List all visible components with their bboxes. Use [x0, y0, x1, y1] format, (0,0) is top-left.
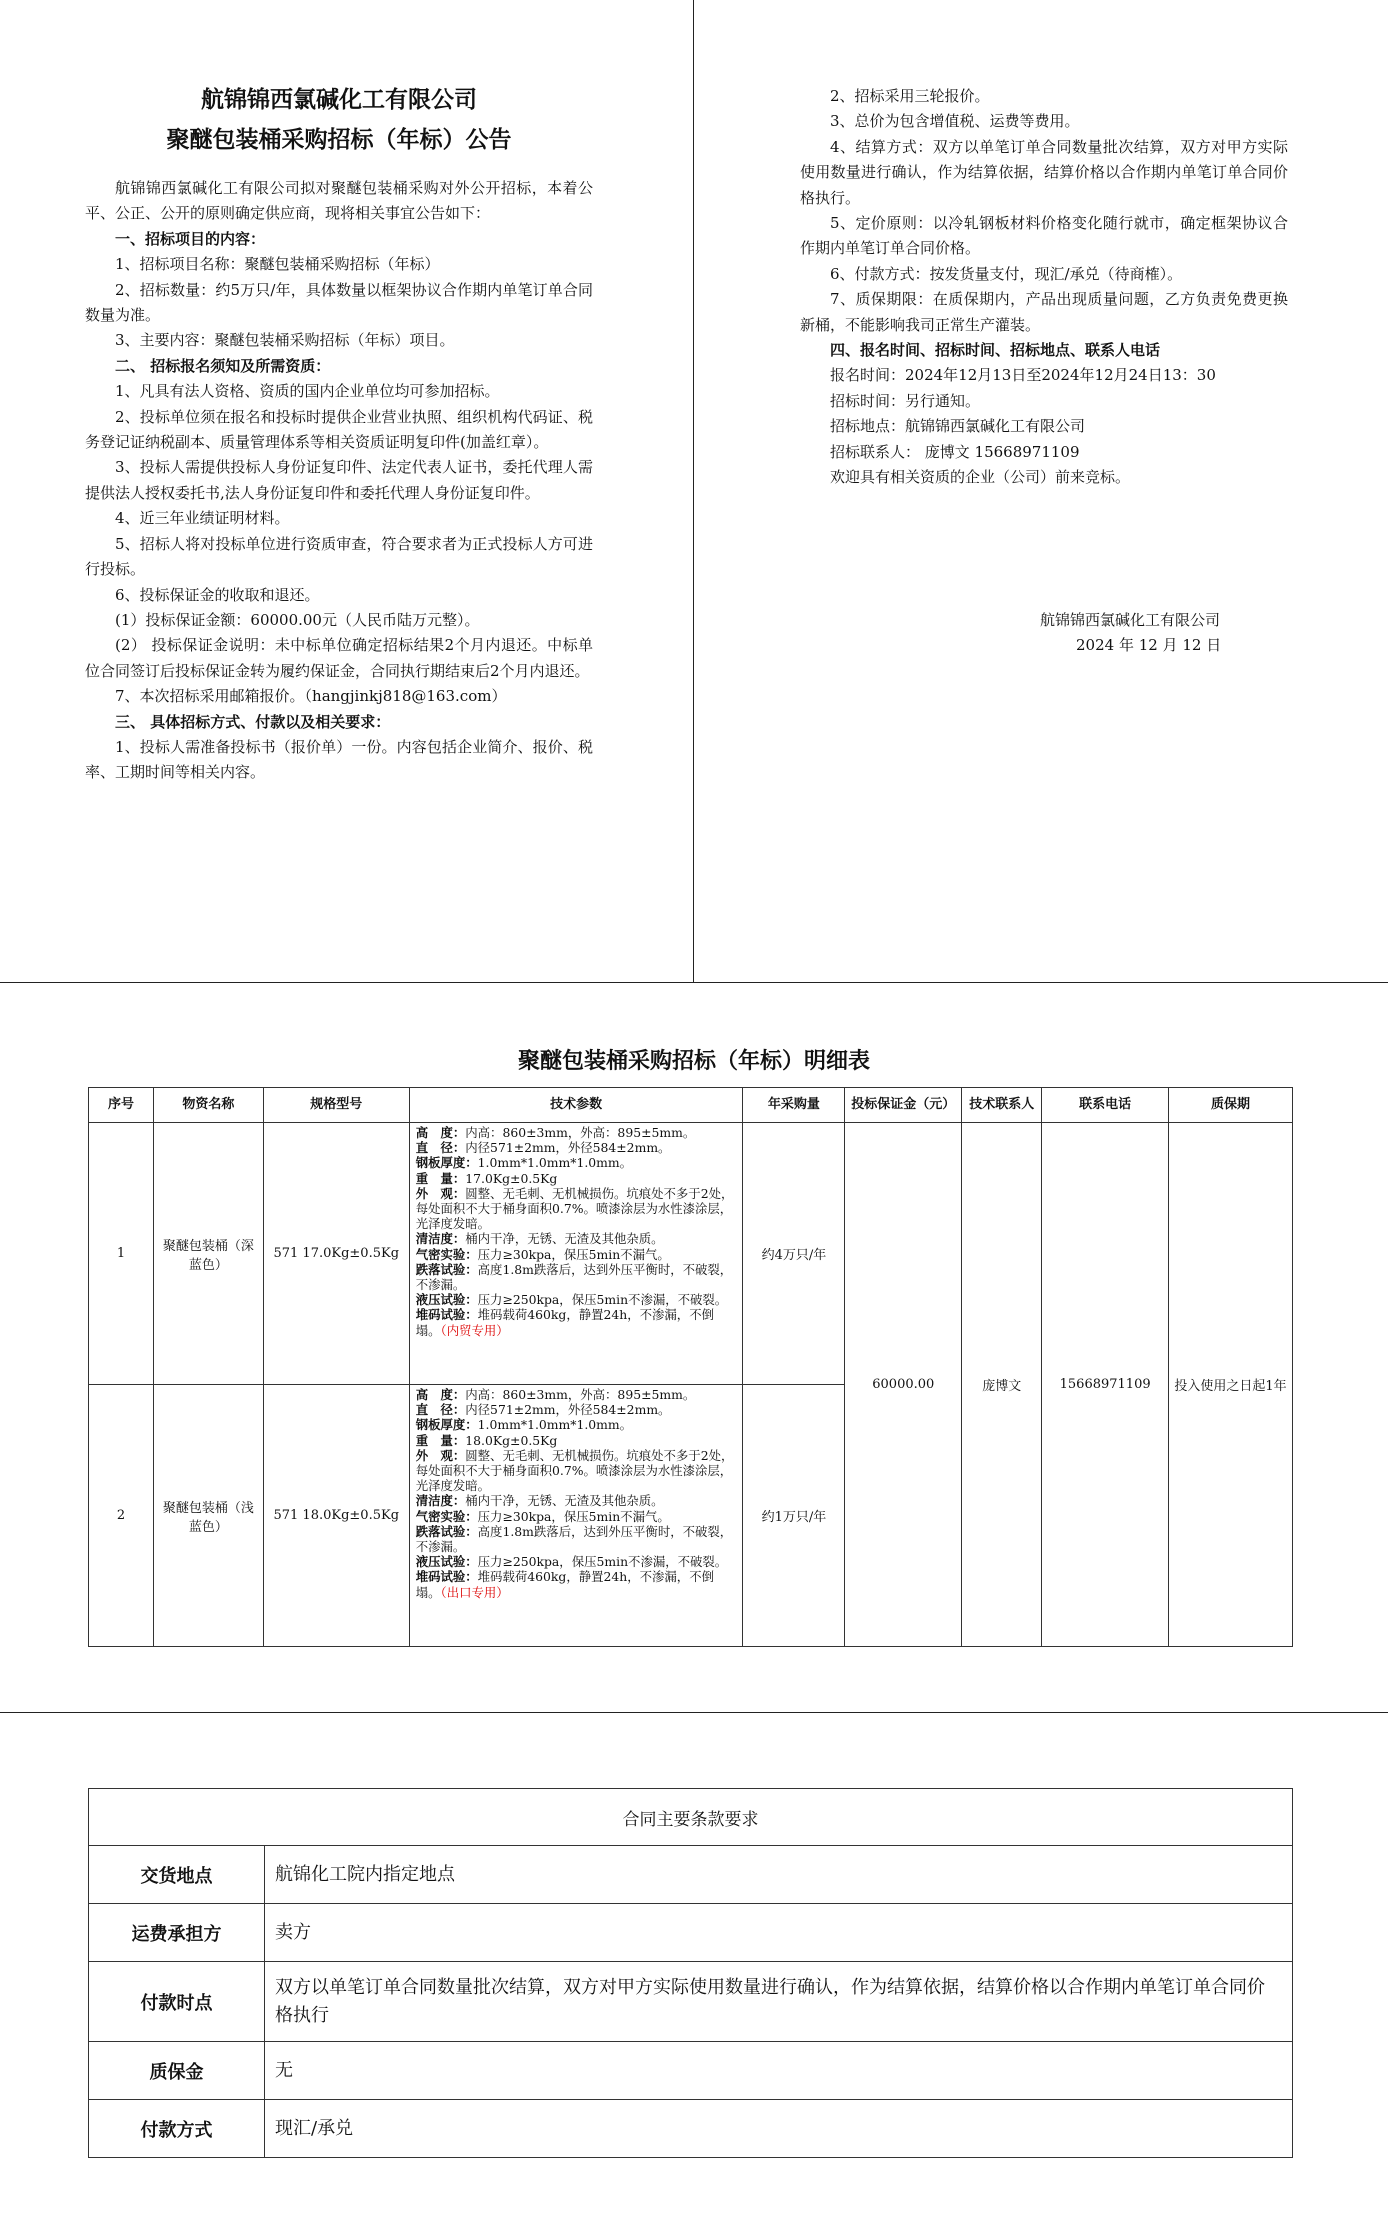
paragraph: 招标时间：另行通知。: [830, 391, 981, 410]
tech-line: [416, 1307, 737, 1337]
paragraph: 2、招标数量：约5万只/年，具体数量以框架协议合作期内单笔订单合同数量为准。: [85, 280, 593, 325]
term-value: 双方以单笔订单合同数量批次结算，双方对甲方实际使用数量进行确认，作为结算依据，结算价格以合作期内单笔订单合同价格执行: [265, 1962, 1293, 2042]
warranty-period: 投入使用之日起1年: [1169, 1123, 1293, 1647]
terms-header-row: [89, 1789, 1293, 1846]
paragraph: (2） 投标保证金说明：未中标单位确定招标结果2个月内退还。中标单位合同签订后投标保证金转为履约保证金，合同执行期结束后2个月内退还。: [85, 636, 593, 680]
paragraph: 7、本次招标采用邮箱报价。（hangjinkj818@163.com）: [115, 687, 507, 706]
tech-line: [416, 1247, 737, 1262]
tech-key: 气密实验：: [415, 1508, 478, 1524]
paragraph: 3、主要内容：聚醚包装桶采购招标（年标）项目。: [115, 331, 455, 350]
tech-value: 压力≥250kpa，保压5min不渗漏，不破裂。: [477, 1292, 728, 1308]
term-key: 付款时点: [89, 1962, 265, 2042]
paragraph: 4、结算方式：双方以单笔订单合同数量批次结算，双方对甲方实际使用数量进行确认，作为结算依据，结算价格以合作期内单笔订单合同价格执行。: [800, 137, 1288, 207]
section-heading: 二、 招标报名须知及所需资质：: [115, 356, 331, 375]
paragraph: 6、付款方式：按发货量支付，现汇/承兑（待商榷）。: [830, 264, 1183, 283]
paragraph: 1、招标项目名称：聚醚包装桶采购招标（年标）: [115, 255, 440, 274]
tech-line: [416, 1524, 737, 1554]
item-spec: 571 18.0Kg±0.5Kg: [263, 1385, 409, 1647]
tech-key: 直 径：: [415, 1402, 466, 1418]
tech-key: 液压试验：: [415, 1292, 478, 1308]
tech-value: 堆码载荷460kg，静置24h，不渗漏，不倒塌。: [415, 1307, 714, 1338]
col-header: 质保期: [1169, 1088, 1293, 1123]
terms-section: [0, 1712, 1388, 2223]
row-number: 1: [89, 1123, 154, 1385]
col-header: 物资名称: [153, 1088, 263, 1123]
tech-line: [416, 1140, 737, 1155]
term-key: 运费承担方: [89, 1904, 265, 1962]
notice-title: 聚醚包装桶采购招标（年标）公告: [166, 126, 512, 153]
right-paragraphs: [800, 84, 1288, 491]
tech-line: [416, 1509, 737, 1524]
table-row: [89, 1123, 1293, 1385]
tech-value: 压力≥30kpa，保压5min不漏气。: [477, 1508, 670, 1524]
paragraph: (1）投标保证金额：60000.00元（人民币陆万元整）。: [115, 610, 480, 629]
paragraph: 6、投标保证金的收取和退还。: [115, 585, 320, 604]
tech-key: 液压试验：: [415, 1554, 478, 1570]
contact-phone: 15668971109: [1042, 1123, 1169, 1647]
terms-table: [88, 1788, 1293, 2158]
announcement-section: [0, 0, 1388, 983]
paragraph: 3、总价为包含增值税、运费等费用。: [830, 112, 1080, 131]
tech-line: [416, 1417, 737, 1432]
tech-value: 1.0mm*1.0mm*1.0mm。: [477, 1155, 633, 1171]
tech-value: 桶内干净，无锈、无渣及其他杂质。: [465, 1493, 664, 1509]
paragraph: 招标联系人： 庞博文 15668971109: [830, 442, 1080, 461]
tech-key: 清洁度：: [415, 1493, 466, 1509]
paragraph: 航锦锦西氯碱化工有限公司拟对聚醚包装桶采购对外公开招标，本着公平、公正、公开的原则确定供应商，现将相关事宜公告如下：: [85, 179, 593, 223]
tech-line: [416, 1493, 737, 1508]
item-name: 聚醚包装桶（深蓝色）: [153, 1123, 263, 1385]
terms-row: [89, 1962, 1293, 2042]
paragraph: 招标地点：航锦锦西氯碱化工有限公司: [830, 417, 1086, 436]
tech-line: [416, 1155, 737, 1170]
col-header: 年采购量: [743, 1088, 845, 1123]
tech-value: 圆整、无毛刺、无机械损伤。坑痕处不多于2处，每处面积不大于桶身面积0.7%。喷漆涂层为水性漆涂层，光泽度发暗。: [415, 1185, 734, 1232]
col-header: 联系电话: [1042, 1088, 1169, 1123]
tech-key: 外 观：: [415, 1185, 466, 1201]
col-header: 规格型号: [263, 1088, 409, 1123]
tech-line: [416, 1125, 737, 1140]
tech-key: 清洁度：: [415, 1231, 466, 1247]
tech-value: 18.0Kg±0.5Kg: [465, 1432, 558, 1448]
paragraph: 5、定价原则：以冷轧钢板材料价格变化随行就市，确定框架协议合作期内单笔订单合同价格。: [800, 214, 1288, 258]
tech-key: 钢板厚度：: [415, 1155, 478, 1171]
deposit-amount: 60000.00: [845, 1123, 962, 1647]
annual-quantity: 约1万只/年: [743, 1385, 845, 1647]
tech-key: 高 度：: [415, 1125, 466, 1140]
section-heading: 四、报名时间、招标时间、招标地点、联系人电话: [830, 341, 1161, 360]
col-header: 技术联系人: [962, 1088, 1042, 1123]
tech-params: [409, 1123, 743, 1385]
usage-note: （内贸专用）: [440, 1322, 509, 1338]
annual-quantity: 约4万只/年: [743, 1123, 845, 1385]
tech-line: [416, 1292, 737, 1307]
tech-line: [416, 1231, 737, 1246]
section-heading: 一、招标项目的内容：: [115, 229, 266, 248]
paragraph: 4、近三年业绩证明材料。: [115, 509, 290, 528]
paragraph: 5、招标人将对投标单位进行资质审查，符合要求者为正式投标人方可进行投标。: [85, 534, 593, 579]
tech-params: [409, 1385, 743, 1647]
terms-row: [89, 2100, 1293, 2158]
section-heading: 三、 具体招标方式、付款以及相关要求：: [115, 712, 391, 731]
tech-line: [416, 1433, 737, 1448]
usage-note: （出口专用）: [440, 1584, 509, 1600]
tech-value: 圆整、无毛刺、无机械损伤。坑痕处不多于2处，每处面积不大于桶身面积0.7%。喷漆涂层为水性漆涂层，光泽度发暗。: [415, 1447, 734, 1494]
paragraph: 2、投标单位须在报名和投标时提供企业营业执照、组织机构代码证、税务登记证纳税副本、质量管理体系等相关资质证明复印件(加盖红章）。: [85, 407, 593, 452]
tech-line: [416, 1569, 737, 1599]
signature-company: 航锦锦西氯碱化工有限公司: [1040, 611, 1221, 629]
tech-key: 堆码试验：: [415, 1307, 478, 1323]
col-header: 技术参数: [409, 1088, 743, 1123]
tech-key: 重 量：: [415, 1432, 466, 1448]
term-value: 航锦化工院内指定地点: [265, 1846, 1293, 1904]
tech-line: [416, 1262, 737, 1292]
tech-key: 钢板厚度：: [415, 1417, 478, 1433]
detail-table: [88, 1087, 1293, 1647]
company-title: 航锦锦西氯碱化工有限公司: [201, 86, 477, 113]
paragraph: 2、招标采用三轮报价。: [830, 87, 990, 105]
tech-line: [416, 1554, 737, 1569]
detail-section: [0, 982, 1388, 1713]
column-divider: [693, 0, 694, 982]
row-number: 2: [89, 1385, 154, 1647]
term-key: 质保金: [89, 2042, 265, 2100]
announcement-right-column: [800, 84, 1288, 491]
col-header: 序号: [89, 1088, 154, 1123]
detail-table-title: 聚醚包装桶采购招标（年标）明细表: [517, 1048, 870, 1074]
item-name: 聚醚包装桶（浅蓝色）: [153, 1385, 263, 1647]
item-spec: 571 17.0Kg±0.5Kg: [263, 1123, 409, 1385]
tech-key: 堆码试验：: [415, 1569, 478, 1585]
term-key: 付款方式: [89, 2100, 265, 2158]
paragraph: 1、投标人需准备投标书（报价单）一份。内容包括企业简介、报价、税率、工期时间等相关内容。: [85, 737, 593, 782]
paragraph: 7、质保期限：在质保期内，产品出现质量问题，乙方负责免费更换新桶，不能影响我司正常生产灌装。: [800, 290, 1288, 334]
detail-header-row: [89, 1088, 1293, 1123]
terms-title: 合同主要条款要求: [89, 1789, 1293, 1846]
term-key: 交货地点: [89, 1846, 265, 1904]
tech-key: 气密实验：: [415, 1246, 478, 1262]
tech-key: 高 度：: [415, 1387, 466, 1402]
announcement-left-column: [85, 80, 593, 786]
term-value: 无: [265, 2042, 1293, 2100]
term-value: 现汇/承兑: [265, 2100, 1293, 2158]
tech-value: 内径571±2mm，外径584±2mm。: [465, 1402, 671, 1418]
tech-line: [416, 1448, 737, 1494]
tech-key: 跌落试验：: [415, 1523, 478, 1539]
tech-value: 桶内干净，无锈、无渣及其他杂质。: [465, 1231, 664, 1247]
tech-value: 内高：860±3mm，外高：895±5mm。: [465, 1387, 696, 1402]
tech-value: 1.0mm*1.0mm*1.0mm。: [477, 1417, 633, 1433]
tech-value: 压力≥30kpa，保压5min不漏气。: [477, 1246, 670, 1262]
tech-value: 高度1.8m跌落后，达到外压平衡时，不破裂，不渗漏。: [415, 1523, 733, 1555]
signature-date: 2024 年 12 月 12 日: [1076, 636, 1222, 654]
paragraph: 3、投标人需提供投标人身份证复印件、法定代表人证书，委托代理人需提供法人授权委托书,法人身份证复印件和委托代理人身份证复印件。: [85, 458, 593, 502]
paragraph: 欢迎具有相关资质的企业（公司）前来竞标。: [830, 468, 1131, 487]
tech-line: [416, 1186, 737, 1232]
tech-key: 跌落试验：: [415, 1261, 478, 1277]
tech-key: 直 径：: [415, 1140, 466, 1156]
tech-value: 内高：860±3mm，外高：895±5mm。: [465, 1125, 696, 1140]
tech-value: 高度1.8m跌落后，达到外压平衡时，不破裂，不渗漏。: [415, 1261, 733, 1293]
tech-line: [416, 1387, 737, 1402]
tech-key: 外 观：: [415, 1447, 466, 1463]
terms-row: [89, 1904, 1293, 1962]
left-paragraphs: [85, 176, 593, 786]
paragraph: 报名时间：2024年12月13日至2024年12月24日13：30: [830, 366, 1216, 385]
tech-line: [416, 1171, 737, 1186]
terms-row: [89, 1846, 1293, 1904]
tech-value: 内径571±2mm，外径584±2mm。: [465, 1140, 671, 1156]
col-header: 投标保证金（元）: [845, 1088, 962, 1123]
tech-line: [416, 1402, 737, 1417]
term-value: 卖方: [265, 1904, 1293, 1962]
paragraph: 1、凡具有法人资格、资质的国内企业单位均可参加招标。: [115, 382, 500, 401]
tech-contact: 庞博文: [962, 1123, 1042, 1647]
terms-row: [89, 2042, 1293, 2100]
tech-value: 压力≥250kpa，保压5min不渗漏，不破裂。: [477, 1554, 728, 1570]
tech-key: 重 量：: [415, 1170, 466, 1186]
tech-value: 堆码载荷460kg，静置24h，不渗漏，不倒塌。: [415, 1569, 714, 1600]
tech-value: 17.0Kg±0.5Kg: [465, 1170, 558, 1186]
